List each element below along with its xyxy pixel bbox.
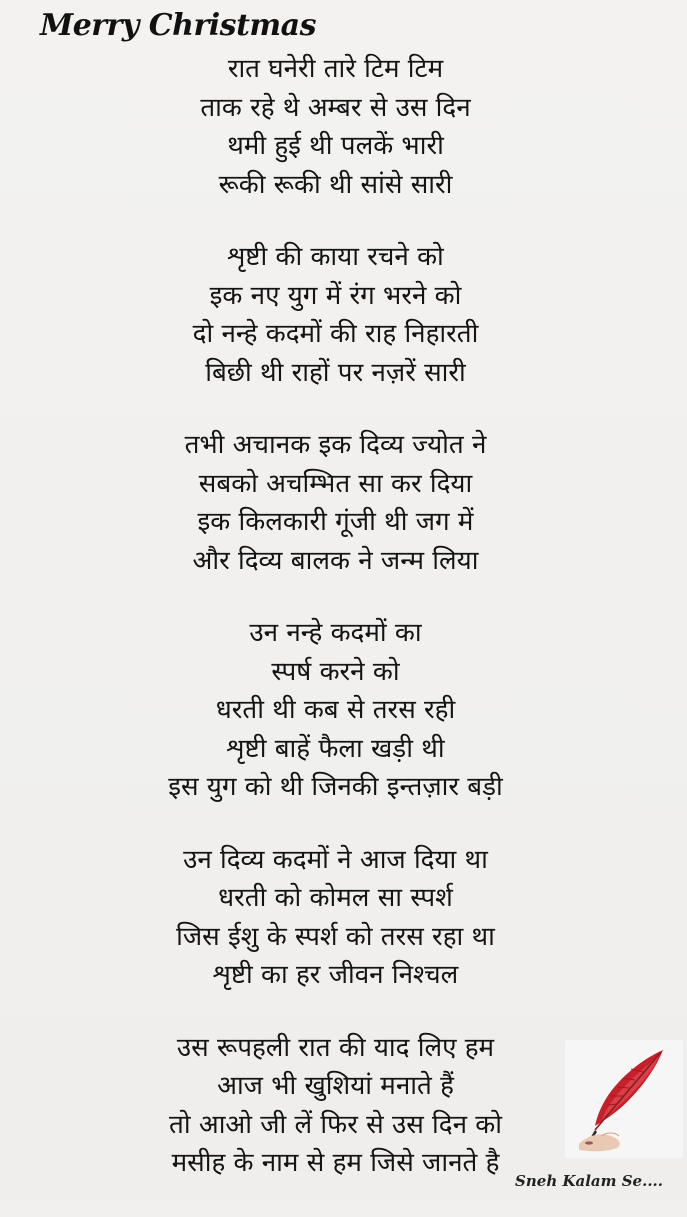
signature: Sneh Kalam Se.... (515, 1172, 663, 1190)
poem-line: शृष्टी का हर जीवन निश्चल (212, 960, 459, 990)
poem-line: उस रूपहली रात की याद लिए हम (176, 1032, 495, 1063)
quill-pen-icon (565, 1040, 683, 1158)
poem-line: शृष्टी बाहें फैला खड़ी थी (226, 733, 445, 764)
poem-line: उन नन्हे कदमों का (249, 618, 422, 648)
stanza-1 (0, 50, 687, 204)
poem-line: दो नन्हे कदमों की राह निहारती (192, 319, 479, 349)
poem-line: स्पर्ष करने को (271, 656, 400, 687)
stanza-5 (0, 841, 687, 995)
poem-line: उन दिव्य कदमों ने आज दिया था (183, 844, 488, 875)
poem-line: ताक रहे थे अम्बर से उस दिन (200, 92, 471, 123)
poem-line: आज भी खुशियां मनाते हैं (217, 1071, 454, 1101)
poem-line: सबको अचम्भित सा कर दिया (198, 468, 473, 499)
poem-line: रात घनेरी तारे टिम टिम (227, 54, 444, 84)
poem-line: धरती को कोमल सा स्पर्श (218, 883, 453, 913)
poem-line: इक नए युग में रंग भरने को (209, 280, 462, 311)
poem-line: रूकी रूकी थी सांसे सारी (218, 169, 453, 200)
stanza-4 (0, 614, 687, 807)
stanza-2 (0, 238, 687, 392)
poem-line: तभी अचानक इक दिव्य ज्योत ने (184, 430, 487, 460)
poem-line: जिस ईशु के स्पर्श को तरस रहा था (176, 921, 495, 952)
poem-line: और दिव्य बालक ने जन्म लिया (192, 545, 479, 576)
poem-line: धरती थी कब से तरस रही (215, 695, 456, 725)
stanza-3 (0, 426, 687, 580)
poem-line: इक किलकारी गूंजी थी जग में (197, 507, 474, 537)
poem-line: तो आओ जी लें फिर से उस दिन को (169, 1109, 502, 1140)
poem-line: बिछी थी राहों पर नज़रें सारी (205, 357, 466, 388)
poem-line: मसीह के नाम से हम जिसे जानते है (171, 1148, 500, 1178)
poem-line: शृष्टी की काया रचने को (227, 242, 444, 272)
poem-line: इस युग को थी जिनकी इन्तज़ार बड़ी (168, 772, 503, 802)
poem-line: थमी हुई थी पलकें भारी (227, 131, 444, 161)
page-title: Merry Christmas (40, 8, 316, 43)
